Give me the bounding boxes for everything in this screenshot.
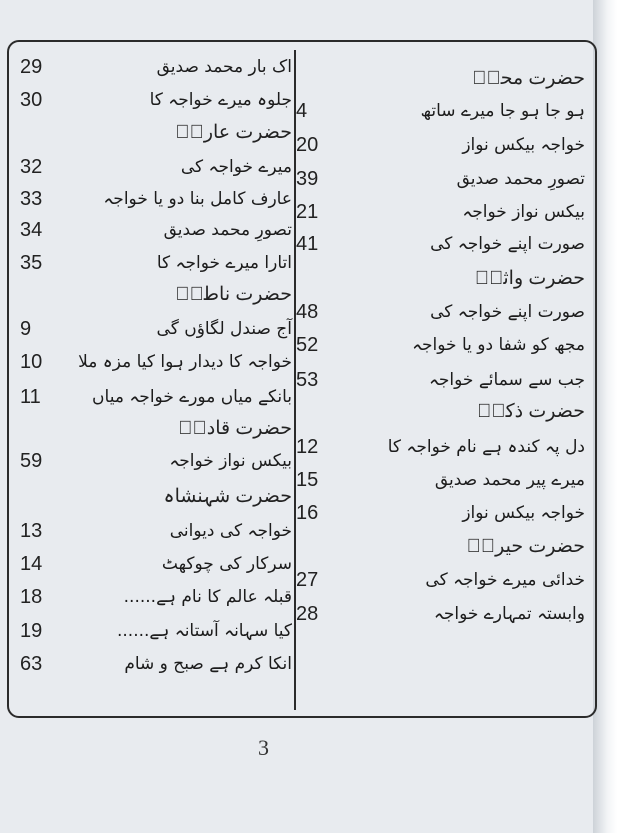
poet-name: حضرت شہنشاہ	[163, 486, 292, 507]
entry-page-number: 48	[296, 301, 319, 323]
toc-entry	[296, 432, 591, 462]
entry-page-number: 14	[20, 553, 43, 575]
toc-entry	[18, 85, 292, 115]
toc-entry	[296, 297, 591, 327]
entry-page-number: 10	[20, 351, 43, 373]
toc-entry	[18, 52, 292, 82]
poet-name: حضرت قادرؔ	[178, 418, 292, 439]
section-heading	[296, 397, 591, 427]
entry-title: میرے پیر محمد صدیق	[434, 470, 585, 490]
toc-entry	[18, 314, 292, 344]
entry-page-number: 27	[296, 569, 319, 591]
entry-title: آج صندل لگاؤں گی	[156, 319, 292, 339]
toc-entry	[18, 582, 292, 612]
entry-title: خواجہ بیکس نواز	[462, 135, 585, 155]
entry-page-number: 4	[296, 100, 308, 122]
poet-name: حضرت ذکیؔ	[477, 401, 585, 422]
toc-entry	[18, 152, 292, 182]
toc-entry	[296, 599, 591, 629]
entry-page-number: 9	[20, 318, 32, 340]
toc-entry	[18, 184, 292, 214]
entry-page-number: 18	[20, 586, 43, 608]
entry-title: تصورِ محمد صدیق	[456, 169, 585, 189]
toc-entry	[18, 248, 292, 278]
entry-page-number: 41	[296, 233, 319, 255]
entry-page-number: 30	[20, 89, 43, 111]
entry-page-number: 32	[20, 156, 43, 178]
entry-page-number: 20	[296, 134, 319, 156]
entry-title: صورت اپنے خواجہ کی	[430, 302, 585, 322]
entry-title: انکا کرم ہے صبح و شام	[124, 654, 292, 674]
section-heading	[18, 280, 292, 310]
entry-title: جب سے سمائے خواجہ	[428, 370, 585, 390]
entry-title: اک بار محمد صدیق	[156, 57, 292, 77]
entry-page-number: 35	[20, 252, 43, 274]
entry-title: کیا سہانہ آستانہ ہے......	[116, 621, 292, 641]
entry-title: میرے خواجہ کی	[180, 157, 292, 177]
entry-page-number: 53	[296, 369, 319, 391]
left-column	[18, 52, 292, 712]
poet-name: حضرت واثقؔ	[474, 268, 585, 289]
entry-title: خواجہ کا دیدار ہوا کیا مزہ ملا	[78, 352, 292, 372]
toc-entry	[18, 347, 292, 377]
entry-page-number: 16	[296, 502, 319, 524]
entry-page-number: 12	[296, 436, 319, 458]
section-heading	[18, 414, 292, 444]
entry-page-number: 59	[20, 450, 43, 472]
entry-title: سرکار کی چوکھٹ	[161, 554, 292, 574]
entry-title: مجھ کو شفا دو یا خواجہ	[412, 335, 585, 355]
entry-title: ہو جا ہو جا میرے ساتھ	[420, 101, 585, 121]
entry-page-number: 52	[296, 334, 319, 356]
section-heading	[18, 482, 292, 512]
section-heading	[18, 118, 292, 148]
entry-page-number: 33	[20, 188, 43, 210]
toc-entry	[296, 465, 591, 495]
entry-title: بانکے میاں مورے خواجہ میاں	[92, 387, 292, 407]
entry-title: صورت اپنے خواجہ کی	[430, 234, 585, 254]
entry-title: قبلہ عالم کا نام ہے......	[123, 587, 292, 607]
entry-title: وابستہ تمہارے خواجہ	[433, 604, 585, 624]
toc-entry	[296, 130, 591, 160]
toc-entry	[18, 549, 292, 579]
poet-name: حضرت عارفؔ	[175, 122, 292, 143]
toc-entry	[296, 365, 591, 395]
entry-title: دل پہ کندہ ہے نام خواجہ کا	[387, 437, 585, 457]
entry-page-number: 19	[20, 620, 43, 642]
toc-entry	[18, 649, 292, 679]
entry-page-number: 13	[20, 520, 43, 542]
entry-title: خدائی میرے خواجہ کی	[425, 570, 585, 590]
toc-entry	[296, 565, 591, 595]
toc-entry	[18, 215, 292, 245]
poet-name: حضرت حیرتؔ	[466, 536, 585, 557]
toc-entry	[296, 164, 591, 194]
toc-entry	[296, 330, 591, 360]
entry-page-number: 28	[296, 603, 319, 625]
entry-title: عارف کامل بنا دو یا خواجہ	[103, 189, 292, 209]
entry-title: بیکس نواز خواجہ	[169, 451, 292, 471]
toc-entry	[296, 498, 591, 528]
poet-name: حضرت ناطقؔ	[175, 284, 292, 305]
toc-entry	[18, 516, 292, 546]
right-column	[296, 52, 591, 712]
entry-title: خواجہ بیکس نواز	[462, 503, 585, 523]
entry-page-number: 39	[296, 168, 319, 190]
toc-entry	[18, 446, 292, 476]
toc-entry	[296, 197, 591, 227]
entry-page-number: 11	[20, 386, 41, 408]
toc-entry	[18, 382, 292, 412]
section-heading	[296, 532, 591, 562]
section-heading	[296, 64, 591, 94]
entry-title: جلوہ میرے خواجہ کا	[149, 90, 292, 110]
entry-page-number: 21	[296, 201, 319, 223]
entry-page-number: 29	[20, 56, 43, 78]
entry-page-number: 34	[20, 219, 43, 241]
toc-entry	[18, 616, 292, 646]
entry-title: بیکس نواز خواجہ	[462, 202, 585, 222]
entry-page-number: 15	[296, 469, 319, 491]
poet-name: حضرت محیؔ	[472, 68, 585, 89]
entry-title: خواجہ کی دیوانی	[169, 521, 292, 541]
toc-entry	[296, 229, 591, 259]
toc-entry	[296, 96, 591, 126]
page-number: 3	[258, 735, 269, 760]
entry-page-number: 63	[20, 653, 43, 675]
entry-title: تصورِ محمد صدیق	[163, 220, 292, 240]
entry-title: اتارا میرے خواجہ کا	[156, 253, 292, 273]
section-heading	[296, 264, 591, 294]
